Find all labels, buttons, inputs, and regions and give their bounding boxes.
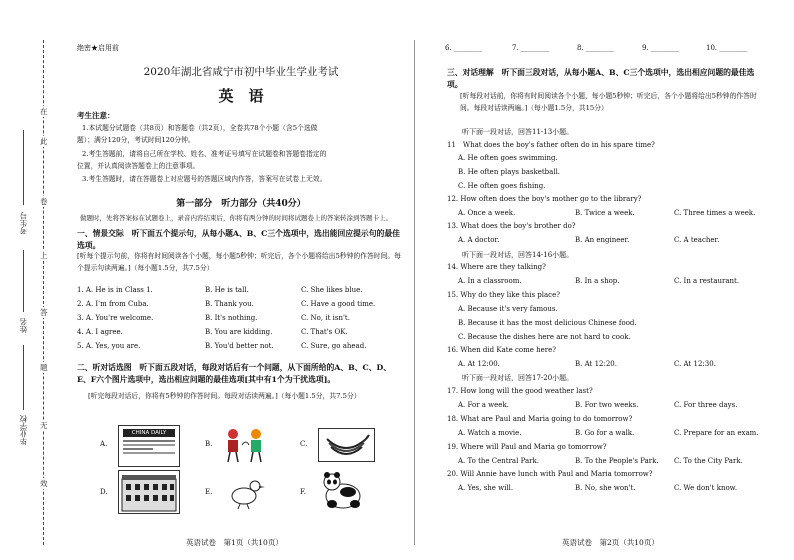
subject-title: 英 语: [218, 87, 264, 105]
section2-title: 二、听对话选图 听下面五段对话，每段对话后有一个问题，从下面所给的A、B、C、D、E、F六个图片选项中，选出相应问题的最佳选项[其中有1个为干扰选项]。: [77, 363, 392, 384]
binding-char: 效: [40, 479, 48, 488]
candidate-number-label: 考生号: [19, 212, 28, 235]
section1-note: [听每个提示句前，你将有时间阅读各个小题，每小题5秒钟；听完后，各个小题将给出5秒钟的作答时间。每个提示句读两遍。]（每小题1.5分，共7.5分）: [77, 252, 401, 272]
notice-line: 位置，并认真阅读答题卷上的注意事项。: [77, 162, 200, 170]
part1-intro: 做题时，先将答案标在试题卷上，录音内容结束后，你将有两分钟的时间将试题卷上的答案转涂到答题卡上。: [80, 214, 392, 222]
sec1-option: 2. A. I'm from Cuba.: [77, 300, 149, 308]
newspaper-picture: [118, 425, 180, 467]
q16-option: A. At 12:00.: [458, 360, 500, 368]
sec1-option: 3. A. You're welcome.: [77, 314, 154, 322]
notice-line: 题）；满分120分，考试时间120分钟。: [77, 136, 195, 144]
question-13: 13. What does the boy's brother do?: [447, 222, 576, 230]
section2-note: [听完每段对话后，你将有5秒钟的作答时间。每段对话读两遍。]（每小题1.5分，共7.5分）: [88, 392, 361, 400]
q18-option: C. Prepare for an exam.: [674, 429, 759, 437]
q12-option: A. Once a week.: [458, 209, 516, 217]
school-line: [23, 345, 24, 410]
answer-blank-7: 7. ________: [512, 44, 549, 52]
q14-option: A. In a classroom.: [458, 277, 522, 285]
q19-option: C. To the City Park.: [674, 457, 743, 465]
newspaper-masthead: CHINA DAILY: [123, 429, 175, 437]
dialog-instruction: 听下面一段对话，回答11-13小题。: [462, 128, 574, 136]
q18-option: A. Watch a movie.: [458, 429, 522, 437]
q16-option: B. At 12:20.: [575, 360, 617, 368]
question-17: 17. How long will the good weather last?: [447, 387, 593, 395]
q14-option: B. In a shop.: [575, 277, 620, 285]
binding-char: 在: [40, 107, 48, 116]
binding-char: 题: [40, 363, 48, 372]
q13-option: B. An engineer.: [575, 236, 630, 244]
sec1-option: 1. A. He is in Class 1.: [77, 286, 153, 294]
sec1-option: C. She likes blue.: [301, 286, 363, 294]
binding-char: 答: [40, 308, 48, 317]
children-picture: [218, 425, 273, 465]
part1-title: 第一部分 听力部分（共40分）: [176, 199, 306, 209]
question-16: 16. When did Kate come here?: [447, 346, 556, 354]
q18-option: B. Go for a walk.: [575, 429, 635, 437]
q17-option: A. For a week.: [458, 401, 509, 409]
question-11: 11 What does the boy's father often do in his spare time?: [447, 141, 655, 149]
notice-line: 1.本试题分试题卷（共8页）和答题卷（共2页），全卷共78个小题（含5个选做: [82, 124, 318, 132]
question-12: 12. How often does the boy's mother go to the library?: [447, 195, 642, 203]
candidate-number-line: [23, 130, 24, 205]
sec1-option: C. Sure, go ahead.: [301, 342, 367, 350]
notice-line: 3.考生答题时，请在答题卷上对应题号的答题区域内作答，答案写在试卷上无效。: [82, 175, 327, 183]
sec1-option: B. It's nothing.: [205, 314, 258, 322]
page1-footer: 英语试卷 第1页（共10页）: [186, 538, 283, 547]
q12-option: C. Three times a week.: [674, 209, 756, 217]
sec1-option: 5. A. Yes, you are.: [77, 342, 141, 350]
q20-option: C. We don't know.: [674, 484, 738, 492]
q11-option: C. He often goes fishing.: [458, 182, 546, 190]
sec1-option: B. Thank you.: [205, 300, 254, 308]
binding-char: 卷: [40, 197, 48, 206]
dialog-instruction: 听下面一段对话，回答17-20小题。: [462, 374, 574, 382]
notice-title: 考生注意：: [77, 111, 115, 120]
q17-option: C. For three days.: [674, 401, 738, 409]
bird-picture: [222, 472, 272, 510]
sec1-option: B. You'd better not.: [205, 342, 274, 350]
pic-label-f: F.: [300, 488, 306, 496]
q14-option: C. In a restaurant.: [674, 277, 740, 285]
name-label: 姓名: [19, 318, 28, 333]
sec1-option: B. He is tall.: [205, 286, 249, 294]
binding-char: 上: [40, 251, 48, 260]
q12-option: B. Twice a week.: [575, 209, 635, 217]
question-14: 14. Where are they talking?: [447, 263, 546, 271]
q13-option: C. A teacher.: [674, 236, 720, 244]
question-15: 15. Why do they like this place?: [447, 291, 560, 299]
question-18: 18. What are Paul and Maria going to do tomorrow?: [447, 415, 633, 423]
answer-blank-8: 8. ________: [577, 44, 614, 52]
q15-option: B. Because it has the most delicious Chinese food.: [458, 319, 637, 327]
q20-option: B. No, she won't.: [575, 484, 636, 492]
sec1-option: B. You are kidding.: [205, 328, 273, 336]
name-line: [23, 250, 24, 312]
question-20: 20. Will Annie have lunch with Paul and Maria tomorrow?: [447, 470, 653, 478]
secret-mark: 绝密★启用前: [77, 44, 119, 52]
section1-title: 一、情景交际 听下面五个提示句，从每小题A、B、C三个选项中，选出能回应提示句的最佳选项。: [77, 229, 400, 250]
notice-line: 2.考生答题前，请将自己所在学校、姓名、准考证号填写在试题卷和答题卷指定的: [82, 150, 327, 158]
sec1-option: C. That's OK.: [301, 328, 348, 336]
q15-option: A. Because it's very famous.: [458, 305, 558, 313]
section3-note: [听每段对话前，你将有时间阅读各个小题，每小题5秒钟；听完后，各个小题将给出5秒钟的作答时间。每段对话读两遍。]（每小题1.5分，共15分）: [460, 92, 757, 112]
q11-option: B. He often plays basketball.: [458, 168, 561, 176]
sec1-option: C. No, it isn't.: [301, 314, 350, 322]
q20-option: A. Yes, she will.: [458, 484, 514, 492]
q17-option: B. For two weeks.: [575, 401, 639, 409]
pic-label-e: E.: [205, 488, 213, 496]
q19-option: A. To the Central Park.: [458, 457, 539, 465]
q11-option: A. He often goes swimming.: [458, 154, 558, 162]
pic-label-a: A.: [100, 440, 108, 448]
q15-option: C. Because the dishes here are not hard to cook.: [458, 333, 631, 341]
question-19: 19. Where will Paul and Maria go tomorrow?: [447, 443, 607, 451]
sec1-option: C. Have a good time.: [301, 300, 376, 308]
bananas-picture: [318, 428, 375, 462]
pic-label-c: C.: [300, 440, 308, 448]
q19-option: B. To the People's Park.: [575, 457, 659, 465]
section3-title: 三、对话理解 听下面三段对话，从每小题A、B、C三个选项中，选出相应问题的最佳选项。: [447, 68, 755, 89]
building-picture: [118, 470, 180, 514]
page2-footer: 英语试卷 第2页（共10页）: [562, 538, 659, 547]
panda-picture: [318, 470, 373, 512]
page-divider: [414, 40, 415, 545]
answer-blank-6: 6. ________: [445, 44, 482, 52]
binding-char: 此: [40, 137, 48, 146]
answer-blank-9: 9. ________: [642, 44, 679, 52]
pic-label-d: D.: [100, 488, 108, 496]
q16-option: C. At 12:30.: [674, 360, 716, 368]
binding-char: 无: [40, 421, 48, 430]
exam-title: 2020年湖北省咸宁市初中毕业生学业考试: [143, 66, 339, 78]
q13-option: A. A doctor.: [458, 236, 500, 244]
sec1-option: 4. A. I agree.: [77, 328, 123, 336]
dialog-instruction: 听下面一段对话，回答14-16小题。: [462, 251, 574, 259]
answer-blank-10: 10. ________: [706, 44, 748, 52]
school-label: 毕业学校: [19, 415, 28, 445]
pic-label-b: B.: [205, 440, 213, 448]
